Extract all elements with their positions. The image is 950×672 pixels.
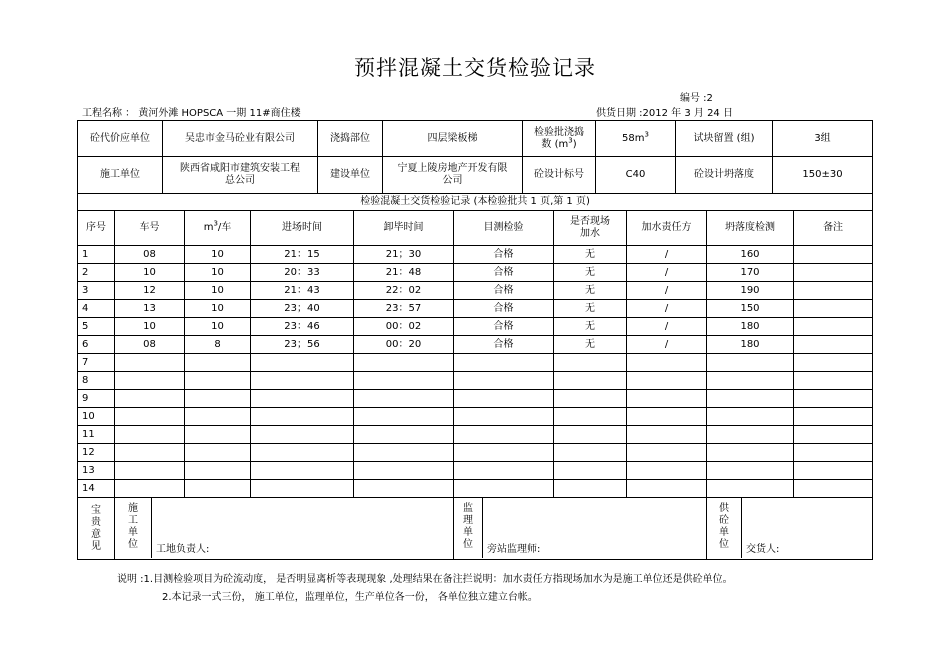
owner-value	[383, 157, 523, 194]
batch-qty-label	[523, 121, 596, 157]
cell-truck: 12	[115, 282, 185, 300]
document-number: 编号 :2	[680, 93, 713, 104]
owner-value-line1: 宁夏上陵房地产开发有限	[397, 163, 508, 174]
page-title: 预拌混凝土交货检验记录	[354, 56, 596, 80]
cell-visual: 合格	[454, 282, 554, 300]
supervisor-label: 旁站监理师:	[487, 543, 541, 555]
cell-unload: 23：57	[354, 300, 454, 318]
cell-slump: 180	[707, 318, 794, 336]
deliverer-label: 交货人:	[746, 543, 780, 555]
contractor-value-line1: 陕西省咸阳市建筑安装工程	[180, 163, 300, 174]
table-row	[78, 318, 873, 336]
grade-label: 砼设计标号	[523, 157, 596, 194]
info-table	[77, 120, 873, 194]
cell-water	[554, 426, 627, 444]
table-row	[78, 462, 873, 480]
header-visual: 目测检验	[454, 211, 554, 246]
cell-slump	[707, 480, 794, 498]
cell-unload	[354, 372, 454, 390]
table-row	[78, 408, 873, 426]
cell-vol	[185, 426, 251, 444]
project-name: 工程名称 ： 黄河外滩 HOPSCA 一期 11#商住楼	[82, 108, 301, 119]
header-volume-per: /车	[217, 222, 232, 233]
cell-slump	[707, 408, 794, 426]
cell-slump	[707, 426, 794, 444]
table-row	[78, 336, 873, 354]
cell-slump: 180	[707, 336, 794, 354]
cell-visual	[454, 462, 554, 480]
cell-resp: /	[627, 300, 707, 318]
cell-visual	[454, 480, 554, 498]
header-water-line2: 加水	[580, 228, 600, 239]
grade-value: C40	[596, 157, 676, 194]
cell-remark	[794, 408, 873, 426]
slump-design-label: 砼设计坍落度	[676, 157, 773, 194]
cell-water: 无	[554, 336, 627, 354]
cell-arrive	[251, 462, 354, 480]
pour-part-label: 浇捣部位	[318, 121, 383, 157]
cell-resp	[627, 354, 707, 372]
cell-no: 1	[78, 246, 115, 264]
cell-visual: 合格	[454, 300, 554, 318]
pour-part-value: 四层梁板梯	[383, 121, 523, 157]
supply-date: 供货日期 :2012 年 3 月 24 日	[596, 108, 733, 119]
cell-resp	[627, 480, 707, 498]
cell-arrive	[251, 444, 354, 462]
cell-arrive: 23；40	[251, 300, 354, 318]
batch-qty-value	[596, 121, 676, 157]
cell-truck	[115, 480, 185, 498]
cell-no: 2	[78, 264, 115, 282]
supplier-unit-label: 供 砼 单 位	[707, 498, 742, 558]
cell-no: 11	[78, 426, 115, 444]
cell-truck	[115, 354, 185, 372]
cell-truck: 08	[115, 246, 185, 264]
cell-vol: 10	[185, 318, 251, 336]
cell-slump: 160	[707, 246, 794, 264]
cell-truck: 10	[115, 264, 185, 282]
cell-unload: 21；30	[354, 246, 454, 264]
cell-resp: /	[627, 246, 707, 264]
cell-arrive	[251, 426, 354, 444]
slump-design-value: 150±30	[773, 157, 873, 194]
cell-truck	[115, 444, 185, 462]
cell-truck	[115, 408, 185, 426]
cell-resp	[627, 408, 707, 426]
supplier-label: 砼代价应单位	[78, 121, 163, 157]
cell-vol	[185, 354, 251, 372]
header-truck: 车号	[115, 211, 185, 246]
table-row	[78, 264, 873, 282]
cell-no: 10	[78, 408, 115, 426]
cell-remark	[794, 354, 873, 372]
table-row	[78, 444, 873, 462]
test-block-label: 试块留置 (组)	[676, 121, 773, 157]
cell-unload: 00：20	[354, 336, 454, 354]
cell-resp: /	[627, 282, 707, 300]
cell-no: 3	[78, 282, 115, 300]
cell-visual	[454, 426, 554, 444]
cell-truck	[115, 426, 185, 444]
cell-slump: 170	[707, 264, 794, 282]
cell-slump: 150	[707, 300, 794, 318]
opinion-label: 宝 贵 意 见	[78, 498, 115, 560]
cell-unload: 00：02	[354, 318, 454, 336]
cell-truck: 08	[115, 336, 185, 354]
cell-vol: 10	[185, 264, 251, 282]
header-volume-sup: 3	[213, 219, 218, 228]
cell-remark	[794, 282, 873, 300]
cell-water	[554, 372, 627, 390]
cell-visual	[454, 354, 554, 372]
table-row	[78, 246, 873, 264]
batch-qty-value-sup: 3	[644, 130, 649, 139]
cell-water	[554, 408, 627, 426]
cell-vol: 8	[185, 336, 251, 354]
cell-remark	[794, 444, 873, 462]
cell-water	[554, 480, 627, 498]
cell-water: 无	[554, 246, 627, 264]
cell-unload	[354, 408, 454, 426]
cell-slump: 190	[707, 282, 794, 300]
cell-truck	[115, 390, 185, 408]
note-line-1: 说明 :1.目测检验项目为砼流动度， 是否明显离析等表现现象 ,处理结果在备注拦说明：加水责任方指现场加水为是施工单位还是供砼单位。	[117, 574, 733, 585]
owner-value-line2: 公司	[442, 175, 463, 186]
cell-arrive	[251, 372, 354, 390]
cell-arrive: 20：33	[251, 264, 354, 282]
cell-slump	[707, 444, 794, 462]
cell-water: 无	[554, 318, 627, 336]
cell-visual	[454, 408, 554, 426]
header-no: 序号	[78, 211, 115, 246]
cell-no: 4	[78, 300, 115, 318]
cell-slump	[707, 354, 794, 372]
cell-remark	[794, 300, 873, 318]
cell-slump	[707, 390, 794, 408]
cell-unload	[354, 480, 454, 498]
test-block-value: 3组	[773, 121, 873, 157]
cell-visual: 合格	[454, 246, 554, 264]
cell-truck: 10	[115, 318, 185, 336]
batch-qty-label-line2	[523, 136, 595, 151]
cell-unload	[354, 444, 454, 462]
table-row	[78, 480, 873, 498]
cell-remark	[794, 426, 873, 444]
cell-arrive	[251, 408, 354, 426]
batch-qty-label-line1: 检验批浇捣	[534, 126, 584, 138]
cell-vol: 10	[185, 246, 251, 264]
header-unload: 卸毕时间	[354, 211, 454, 246]
cell-no: 9	[78, 390, 115, 408]
batch-qty-label-text: 数 (m	[541, 138, 569, 150]
cell-no: 14	[78, 480, 115, 498]
batch-qty-label-sup: 3	[568, 136, 573, 145]
cell-water: 无	[554, 300, 627, 318]
cell-vol	[185, 480, 251, 498]
record-table	[77, 193, 873, 560]
header-responsible: 加水责任方	[627, 211, 707, 246]
cell-vol	[185, 390, 251, 408]
cell-resp: /	[627, 264, 707, 282]
cell-visual	[454, 372, 554, 390]
cell-slump	[707, 372, 794, 390]
header-arrive: 进场时间	[251, 211, 354, 246]
cell-arrive: 23：46	[251, 318, 354, 336]
cell-no: 5	[78, 318, 115, 336]
contractor-value	[163, 157, 318, 194]
cell-no: 7	[78, 354, 115, 372]
table-row	[78, 372, 873, 390]
header-slump: 坍落度检测	[707, 211, 794, 246]
cell-unload: 22：02	[354, 282, 454, 300]
cell-water	[554, 354, 627, 372]
table-row	[78, 354, 873, 372]
cell-remark	[794, 318, 873, 336]
cell-no: 6	[78, 336, 115, 354]
header-volume-unit: m	[203, 222, 214, 233]
cell-resp	[627, 462, 707, 480]
cell-arrive	[251, 354, 354, 372]
header-remark: 备注	[794, 211, 873, 246]
table-row	[78, 390, 873, 408]
batch-qty-value-text: 58m	[622, 132, 645, 144]
cell-arrive: 21：15	[251, 246, 354, 264]
cell-visual: 合格	[454, 264, 554, 282]
table-row	[78, 282, 873, 300]
cell-arrive: 23；56	[251, 336, 354, 354]
cell-vol	[185, 372, 251, 390]
cell-visual	[454, 444, 554, 462]
cell-water: 无	[554, 282, 627, 300]
contractor-value-line2: 总公司	[225, 175, 255, 186]
cell-no: 12	[78, 444, 115, 462]
cell-visual: 合格	[454, 336, 554, 354]
cell-resp: /	[627, 318, 707, 336]
cell-unload: 21：48	[354, 264, 454, 282]
cell-remark	[794, 462, 873, 480]
cell-resp: /	[627, 336, 707, 354]
header-volume	[185, 211, 251, 246]
cell-water: 无	[554, 264, 627, 282]
cell-arrive: 21：43	[251, 282, 354, 300]
cell-unload	[354, 390, 454, 408]
signature-row	[78, 498, 873, 560]
cell-remark	[794, 246, 873, 264]
cell-remark	[794, 372, 873, 390]
cell-vol	[185, 444, 251, 462]
cell-unload	[354, 354, 454, 372]
cell-remark	[794, 264, 873, 282]
contractor-label: 施工单位	[78, 157, 163, 194]
site-manager-label: 工地负责人:	[156, 543, 210, 555]
supplier-sign-cell	[707, 498, 873, 560]
table-row	[78, 426, 873, 444]
cell-resp	[627, 426, 707, 444]
cell-truck	[115, 462, 185, 480]
cell-visual	[454, 390, 554, 408]
cell-remark	[794, 390, 873, 408]
cell-water	[554, 444, 627, 462]
supervisor-sign-cell	[454, 498, 707, 560]
cell-truck	[115, 372, 185, 390]
cell-remark	[794, 480, 873, 498]
cell-arrive	[251, 480, 354, 498]
cell-water	[554, 462, 627, 480]
header-water-line1: 是否现场	[570, 216, 610, 227]
contractor-unit-label: 施 工 单 位	[115, 498, 152, 558]
header-water	[554, 211, 627, 246]
cell-arrive	[251, 390, 354, 408]
cell-vol: 10	[185, 300, 251, 318]
cell-resp	[627, 390, 707, 408]
cell-vol	[185, 408, 251, 426]
supplier-value: 吴忠市金马砼业有限公司	[163, 121, 318, 157]
table-row	[78, 300, 873, 318]
cell-visual: 合格	[454, 318, 554, 336]
cell-vol	[185, 462, 251, 480]
cell-remark	[794, 336, 873, 354]
cell-resp	[627, 372, 707, 390]
header-row	[78, 211, 873, 246]
cell-vol: 10	[185, 282, 251, 300]
supervisor-unit-label: 监 理 单 位	[454, 498, 483, 558]
cell-no: 13	[78, 462, 115, 480]
cell-water	[554, 390, 627, 408]
cell-no: 8	[78, 372, 115, 390]
record-title: 检验混凝土交货检验记录 (本检验批共 1 页,第 1 页)	[78, 194, 873, 211]
cell-resp	[627, 444, 707, 462]
note-line-2: 2.本记录一式三份， 施工单位，监理单位，生产单位各一份， 各单位独立建立台帐。	[162, 592, 538, 603]
owner-label: 建设单位	[318, 157, 383, 194]
cell-unload	[354, 462, 454, 480]
batch-qty-label-close: )	[572, 138, 577, 150]
contractor-sign-cell	[115, 498, 454, 560]
cell-slump	[707, 462, 794, 480]
cell-unload	[354, 426, 454, 444]
cell-truck: 13	[115, 300, 185, 318]
